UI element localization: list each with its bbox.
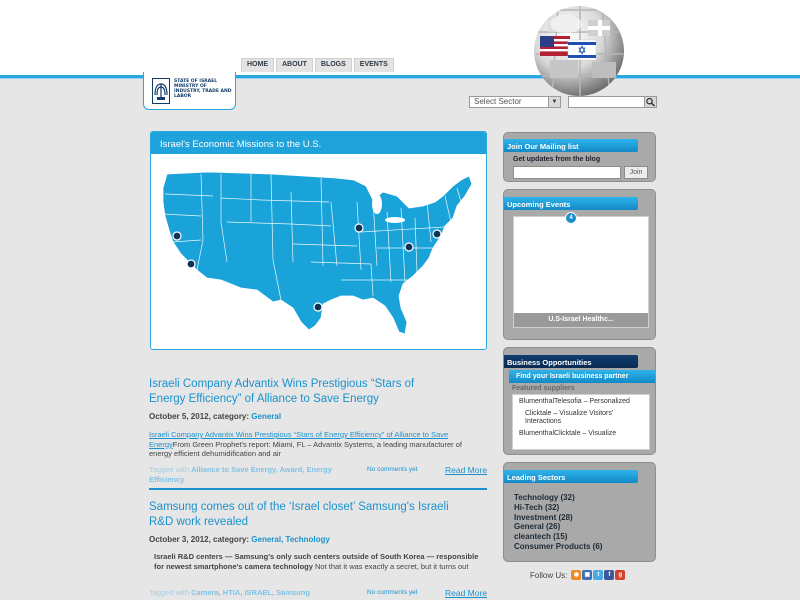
leading-sectors-title: Leading Sectors (504, 470, 638, 483)
mission-marker-los-angeles[interactable] (187, 260, 195, 268)
post-meta (149, 412, 281, 421)
post-divider (149, 488, 487, 490)
sector-link[interactable]: Hi-Tech (32) (514, 502, 560, 512)
upcoming-events-title: Upcoming Events (504, 197, 638, 210)
delicious-icon[interactable]: ▣ (582, 570, 592, 580)
post-meta (149, 535, 330, 544)
read-more-link[interactable]: Read More (445, 588, 488, 598)
top-header-bar (0, 0, 800, 75)
facebook-icon[interactable]: f (604, 570, 614, 580)
email-field[interactable] (513, 166, 621, 179)
featured-suppliers-list[interactable] (512, 394, 650, 450)
events-count-badge: 4 (565, 212, 577, 224)
rss-icon[interactable]: ◉ (571, 570, 581, 580)
ministry-logo[interactable] (143, 72, 236, 110)
supplier-item[interactable]: BlumenthalClicktale – Visualize (519, 429, 617, 437)
twitter-icon[interactable]: t (593, 570, 603, 580)
supplier-item[interactable]: BlumenthalTelesofia – Personalized (519, 398, 630, 405)
post-excerpt-link[interactable]: Israeli Company Advantix Wins Prestigious “Stars of Energy Efficiency” of Alliance to Save Energy (149, 430, 449, 449)
post-tags (149, 465, 359, 485)
mission-marker-houston[interactable] (314, 303, 322, 311)
mailing-list-subtitle: Get updates from the blog (513, 156, 601, 163)
leading-sectors-widget (503, 462, 656, 562)
sector-link[interactable]: General (26) (514, 522, 561, 532)
header-accent-line-light (0, 78, 800, 79)
follow-us-bar (530, 570, 625, 580)
chevron-down-icon: ▼ (548, 97, 560, 107)
flag-globe-icon (530, 2, 628, 100)
search-icon (645, 97, 656, 107)
mission-marker-washington[interactable] (405, 243, 413, 251)
post-excerpt (149, 552, 479, 571)
us-map (161, 162, 476, 342)
mission-marker-chicago[interactable] (355, 224, 363, 232)
nav-home[interactable]: HOME (241, 58, 274, 72)
google-plus-icon[interactable]: g (615, 570, 625, 580)
great-lakes (385, 217, 405, 223)
missions-map-panel (150, 131, 487, 350)
find-partner-banner[interactable]: Find your Israeli business partner (509, 370, 655, 383)
supplier-item[interactable]: Clicktale – Visualize Visitors' Interactions (525, 409, 614, 425)
post-category-link[interactable]: General, Technology (251, 535, 330, 544)
post-comments-link[interactable]: No comments yet (367, 589, 418, 596)
post-excerpt-text: Not that it was exactly a secret, but it turns out (312, 561, 469, 571)
events-carousel[interactable] (513, 216, 649, 328)
mission-marker-san-francisco[interactable] (173, 232, 181, 240)
nav-blogs[interactable]: BLOGS (315, 58, 352, 72)
sector-link[interactable]: Investment (28) (514, 512, 573, 522)
nav-events[interactable]: EVENTS (354, 58, 394, 72)
post-tag-links[interactable]: Alliance to Save Energy, Award, Energy Efficiency (149, 465, 332, 484)
business-opportunities-title: Business Opportunities (504, 355, 638, 368)
upcoming-events-widget (503, 189, 656, 340)
business-opportunities-widget (503, 347, 656, 455)
post-date: October 3, 2012, category: (149, 535, 250, 544)
mission-marker-new-york[interactable] (433, 230, 441, 238)
post-tags-prefix: Tagged with (149, 465, 190, 474)
post-tags-prefix: Tagged with (149, 588, 190, 597)
post-tag-links[interactable]: Camera, HTIA, ISRAEL, Samsung (191, 588, 310, 597)
main-nav (241, 58, 394, 72)
post-tags (149, 588, 359, 598)
event-caption-link[interactable]: U.S-Israel Healthc... (514, 313, 648, 327)
post-excerpt-text: From Green Prophet's report: Miami, FL – Advantix Systems, a leading manufacturer of energy efficient dehumidification and air (149, 439, 462, 458)
featured-suppliers-label: Featured suppliers (512, 385, 575, 392)
sector-link[interactable]: Consumer Products (6) (514, 541, 603, 551)
post-date: October 5, 2012, category: (149, 412, 250, 421)
logo-text: STATE OF ISRAEL MINISTRY OF INDUSTRY, TRADE AND LABOR (174, 79, 232, 99)
menorah-emblem-icon (152, 78, 170, 104)
mailing-list-widget (503, 132, 656, 182)
post-title[interactable]: Israeli Company Advantix Wins Prestigious “Stars of Energy Efficiency” of Alliance to Save Energy (149, 378, 415, 405)
nav-about[interactable]: ABOUT (276, 58, 313, 72)
post-title[interactable]: Samsung comes out of the ‘Israel closet’ Samsung's Israeli R&D work revealed (149, 501, 449, 528)
sectors-list (514, 493, 602, 552)
search-input[interactable] (568, 96, 645, 108)
follow-us-label: Follow Us: (530, 570, 568, 580)
post-comments-link[interactable]: No comments yet (367, 466, 418, 473)
map-title: Israel's Economic Missions to the U.S. (151, 132, 486, 154)
great-lakes (371, 185, 395, 191)
sector-link[interactable]: Technology (32) (514, 493, 575, 502)
read-more-link[interactable]: Read More (445, 465, 488, 475)
join-button[interactable]: Join (624, 166, 648, 179)
search-button[interactable] (644, 96, 657, 108)
post-excerpt (149, 430, 479, 459)
great-lakes (372, 194, 382, 214)
post-excerpt-bold: Israeli R&D centers — Samsung's only such centers outside of South Korea — responsible for newest smartphone's camera technology (154, 552, 479, 571)
sector-link[interactable]: cleantech (15) (514, 532, 568, 542)
sector-select[interactable] (469, 96, 561, 108)
sector-select-label: Select Sector (474, 97, 522, 106)
post-category-link[interactable]: General (251, 412, 282, 421)
mailing-list-title: Join Our Mailing list (504, 139, 638, 152)
